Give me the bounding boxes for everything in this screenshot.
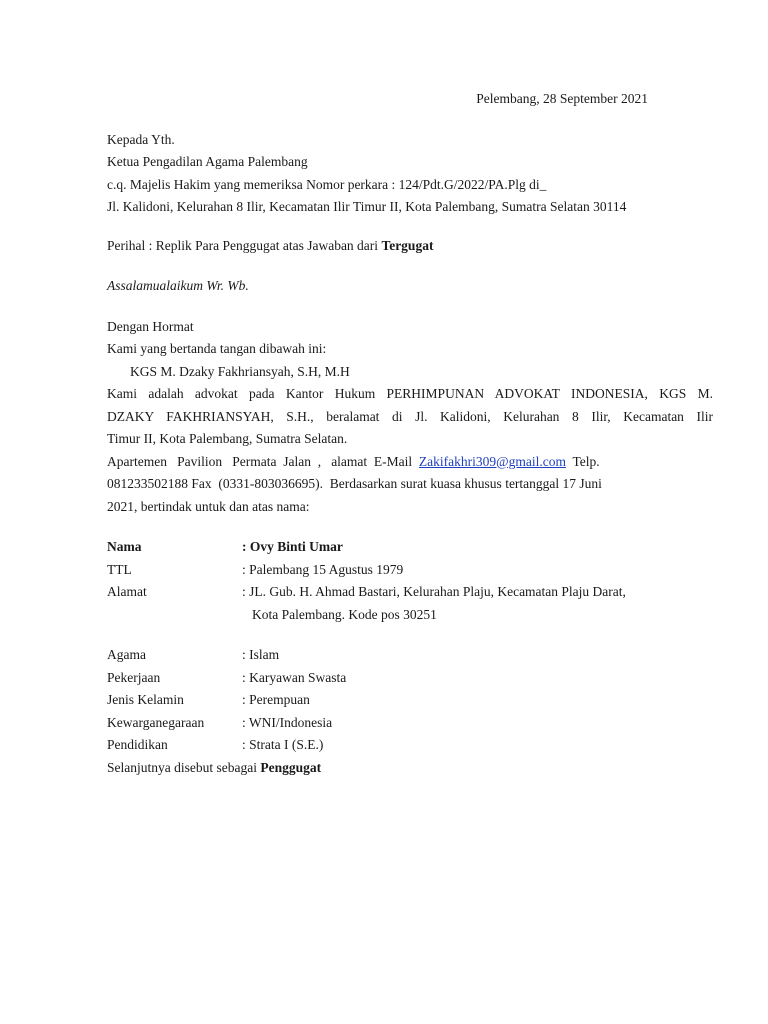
- closing-line: Selanjutnya disebut sebagai Penggugat: [107, 759, 322, 775]
- subject-line: [107, 235, 713, 258]
- field-label: TTL: [107, 561, 132, 577]
- signer-name: KGS M. Dzaky Fakhriansyah, S.H, M.H: [130, 363, 350, 379]
- intro-line: Kami yang bertanda tangan dibawah ini:: [107, 341, 327, 356]
- recipient-line-4: Jl. Kalidoni, Kelurahan 8 Ilir, Kecamatan Ilir Timur II, Kota Palembang, Sumatra Selatan 30114: [107, 199, 627, 214]
- field-ttl: [107, 559, 713, 582]
- recipient-line-2: Ketua Pengadilan Agama Palembang: [107, 154, 308, 169]
- field-value: : JL. Gub. H. Ahmad Bastari, Kelurahan Plaju, Kecamatan Plaju Darat,: [242, 584, 626, 599]
- field-nama: [107, 536, 713, 559]
- para2-line-2: 081233502188 Fax (0331-803036695). Berdasarkan surat kuasa khusus tertanggal 17 Juni: [107, 476, 602, 491]
- field-jenis-kelamin: [107, 689, 713, 712]
- field-agama: [107, 644, 713, 667]
- field-label: Pendidikan: [107, 737, 168, 752]
- field-label: Nama: [107, 539, 142, 554]
- closing-bold: Penggugat: [260, 759, 322, 775]
- para2-line-3: 2021, bertindak untuk dan atas nama:: [107, 498, 310, 514]
- subject-prefix: Perihal : Replik Para Penggugat atas Jawaban dari: [107, 237, 382, 253]
- para1-line-2: DZAKY FAKHRIANSYAH, S.H., beralamat di Jl. Kalidoni, Kelurahan 8 Ilir, Kecamatan Ilir: [107, 408, 713, 424]
- field-pendidikan: [107, 734, 713, 757]
- recipient-block: [107, 129, 713, 219]
- letter-body: [107, 88, 713, 779]
- field-label: Pekerjaan: [107, 669, 161, 685]
- field-value: : Strata I (S.E.): [242, 737, 324, 752]
- recipient-line-1: Kepada Yth.: [107, 131, 175, 147]
- email-link[interactable]: Zakifakhri309@gmail.com: [418, 453, 566, 469]
- field-kewarganegaraan: [107, 712, 713, 735]
- date-line: Pelembang, 28 September 2021: [476, 91, 648, 106]
- field-label: Agama: [107, 647, 146, 662]
- para1-line-3: Timur II, Kota Palembang, Sumatra Selatan.: [107, 431, 348, 446]
- subject-bold: Tergugat: [381, 237, 434, 253]
- field-value: : Islam: [242, 647, 280, 662]
- field-label: Jenis Kelamin: [107, 692, 184, 707]
- party-details: [107, 536, 713, 757]
- field-alamat-cont: Kota Palembang. Kode pos 30251: [252, 606, 437, 622]
- field-value: : Karyawan Swasta: [242, 669, 347, 685]
- greeting: Assalamualaikum Wr. Wb.: [107, 278, 249, 293]
- para2-line-1: Apartemen Pavilion Permata Jalan , alamat E-Mail Zakifakhri309@gmail.com Telp.: [107, 453, 600, 469]
- para1-line-1: Kami adalah advokat pada Kantor Hukum PERHIMPUNAN ADVOKAT INDONESIA, KGS M.: [107, 386, 713, 401]
- field-value: : Perempuan: [242, 692, 310, 707]
- field-value: : Ovy Binti Umar: [242, 539, 343, 554]
- field-alamat: [107, 581, 713, 604]
- field-value: : Palembang 15 Agustus 1979: [242, 561, 404, 577]
- field-label: Alamat: [107, 584, 147, 599]
- field-pekerjaan: [107, 667, 713, 690]
- field-label: Kewarganegaraan: [107, 714, 205, 730]
- salutation: Dengan Hormat: [107, 318, 194, 334]
- recipient-line-3: c.q. Majelis Hakim yang memeriksa Nomor perkara : 124/Pdt.G/2022/PA.Plg di_: [107, 176, 547, 192]
- field-value: : WNI/Indonesia: [242, 714, 333, 730]
